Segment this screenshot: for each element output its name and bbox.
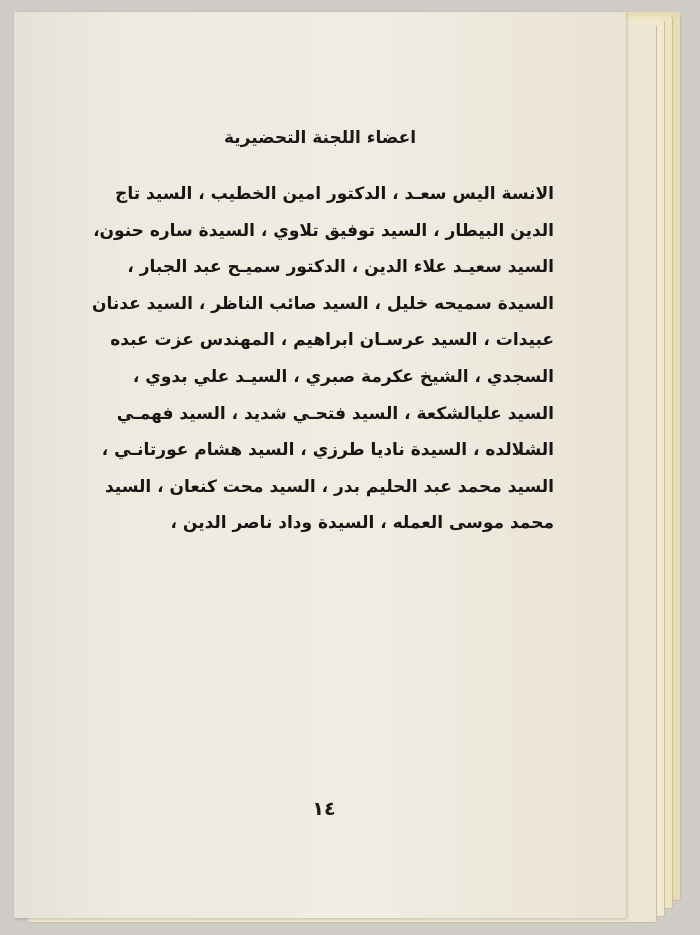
text-line: السيد محمد عبد الحليم بدر ، السيد محت كنعان ، السيد	[104, 476, 554, 497]
text-line: الدين البيطار ، السيد توفيق تلاوي ، السيدة ساره حنون،	[93, 220, 554, 241]
committee-members-text	[78, 176, 554, 542]
book-page	[14, 12, 626, 918]
text-line: الانسة اليس سعـد ، الدكتور امين الخطيب ، السيد تاج	[115, 184, 554, 204]
text-line: السيد سعيـد علاء الدين ، الدكتور سميـح عبد الجبار ،	[127, 257, 554, 278]
text-line: الشلالده ، السيدة ناديا طرزي ، السيد هشام عورتانـي ،	[101, 440, 554, 461]
text-line: عبيدات ، السيد عرسـان ابراهيم ، المهندس عزت عبده	[110, 330, 554, 351]
text-line: السيد عليالشكعة ، السيد فتحـي شديد ، السيد فهمـي	[116, 403, 554, 424]
page-number: ١٤	[312, 798, 336, 820]
text-line: السيدة سميحه خليل ، السيد صائب الناظر ، السيد عدنان	[92, 293, 554, 314]
text-line: السجدي ، الشيخ عكرمة صبري ، السيـد علي بدوي ،	[132, 366, 554, 387]
page-title: اعضاء اللجنة التحضيرية	[223, 128, 417, 148]
text-line: محمد موسى العمله ، السيدة وداد ناصر الدين ،	[170, 513, 554, 534]
